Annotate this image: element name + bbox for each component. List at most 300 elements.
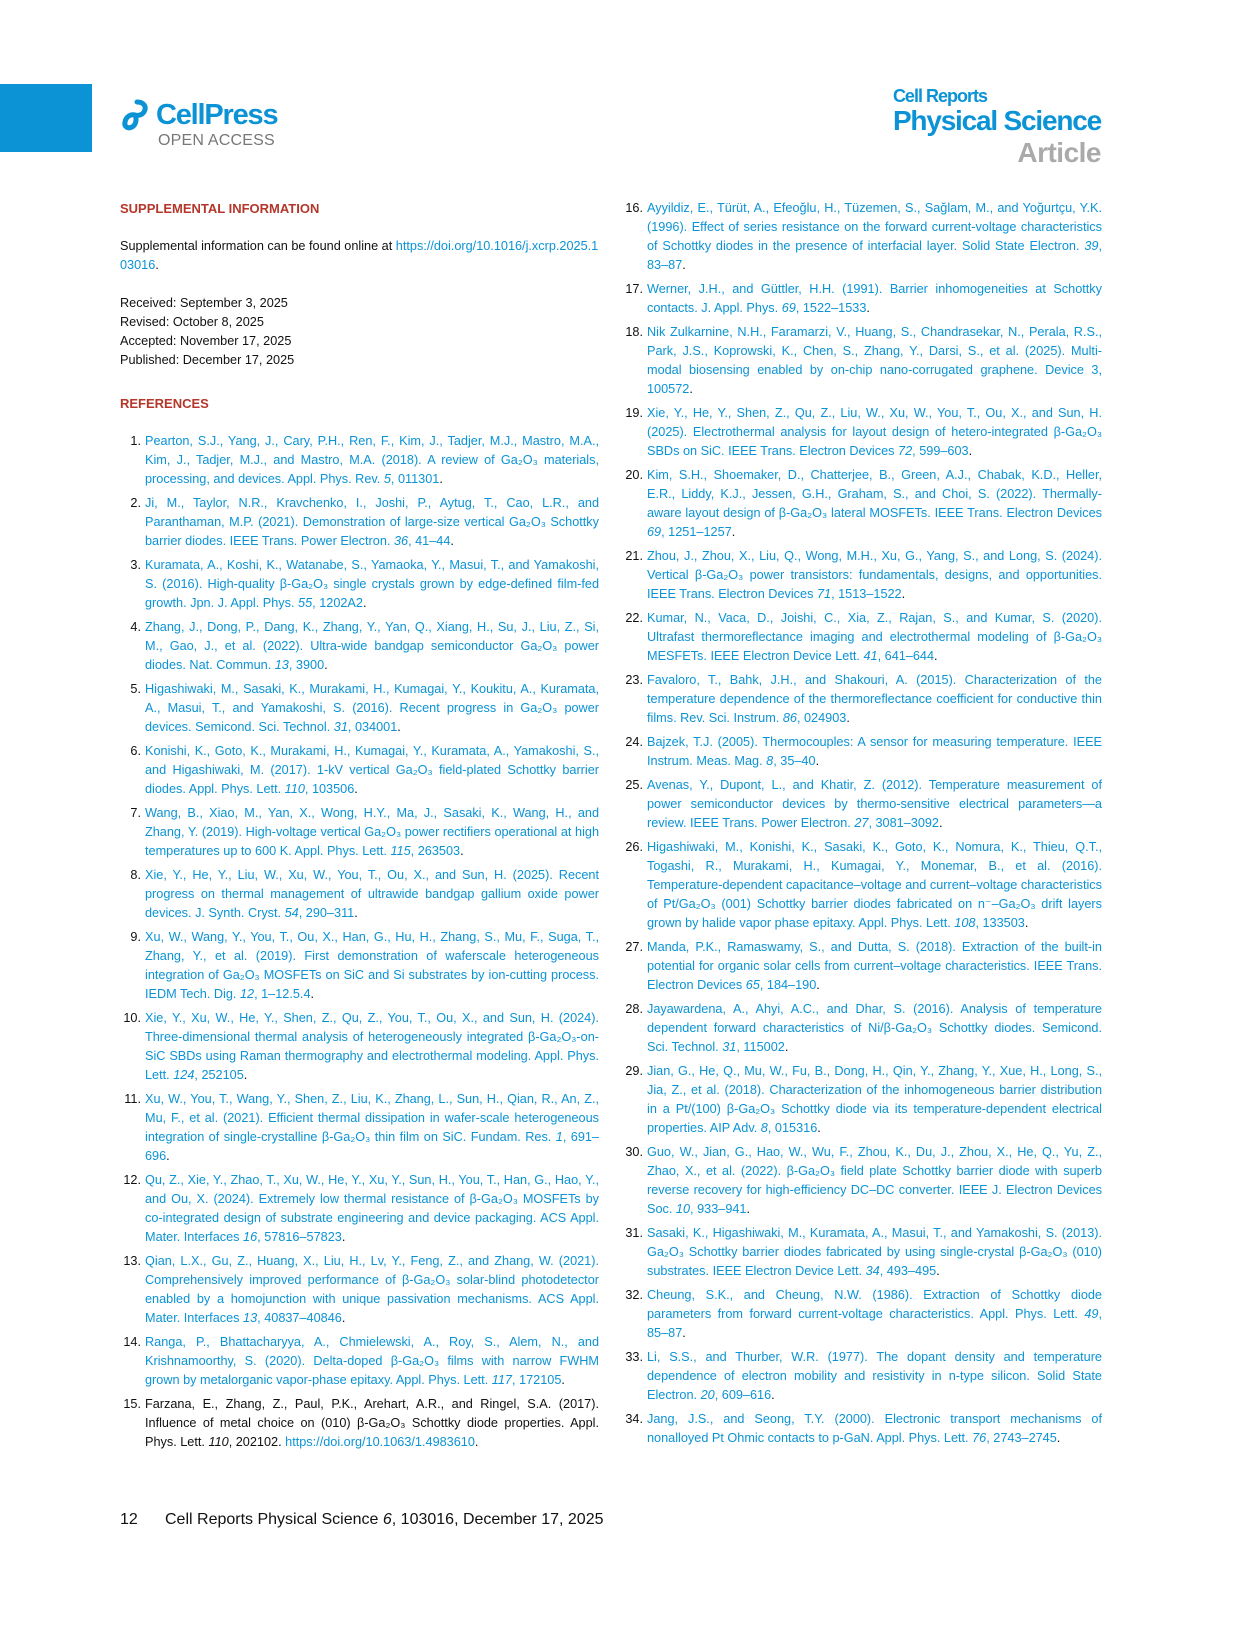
reference-pages: , 85–87	[647, 1307, 1102, 1340]
date-published: Published: December 17, 2025	[120, 353, 295, 367]
reference-number: 34.	[625, 1412, 643, 1426]
reference-pages: , 1202A2	[312, 596, 363, 610]
reference-end-period: .	[362, 596, 367, 610]
reference-pages: , 609–616	[714, 1388, 772, 1402]
reference-body: Wang, B., Xiao, M., Yan, X., Wong, H.Y., Ma, J., Sasaki, K., Wang, H., and Zhang, Y. (2019). High-voltage vertical Ga₂O₃ power rectifiers operational at high temperatures up to 600 K. Appl. Phys. Lett.	[145, 806, 599, 858]
reference-link[interactable]	[145, 1335, 599, 1387]
reference-link[interactable]	[145, 930, 599, 1001]
reference-body: Jayawardena, A., Ahyi, A.C., and Dhar, S. (2016). Analysis of temperature dependent forward characteristics of Ni/β-Ga₂O₃ Schottky diodes. Semicond. Sci. Technol.	[647, 1002, 1102, 1054]
reference-item	[622, 1224, 1102, 1281]
reference-link[interactable]	[647, 778, 1102, 830]
reference-end-period: .	[561, 1373, 565, 1387]
reference-number: 23.	[625, 673, 643, 687]
reference-pages: , 034001	[347, 720, 398, 734]
reference-text	[647, 466, 1102, 542]
reference-pages: , 184–190	[759, 978, 817, 992]
reference-end-period: .	[815, 754, 820, 768]
reference-number: 10.	[123, 1011, 141, 1025]
reference-text	[647, 1410, 1102, 1448]
reference-end-period: .	[324, 658, 328, 672]
reference-link[interactable]	[647, 282, 1102, 315]
journal-title-block	[893, 86, 1101, 170]
reference-end-period: .	[689, 382, 693, 396]
reference-link[interactable]	[145, 496, 599, 548]
reference-text	[145, 804, 599, 861]
reference-body: Werner, J.H., and Güttler, H.H. (1991). Barrier inhomogeneities at Schottky contacts. J. Appl. Phys.	[647, 282, 1102, 315]
footer-article-info: , 103016, December 17, 2025	[391, 1511, 604, 1528]
reference-item	[120, 742, 599, 799]
reference-end-period: .	[354, 906, 358, 920]
reference-body: Ayyildiz, E., Türüt, A., Efeoğlu, H., Tüzemen, S., Sağlam, M., and Yoğurtçu, Y.K. (1996). Effect of series resistance on the forward current-voltage characteristics of Schottky diodes in the presence of interfacial layer. Solid State Electron.	[647, 201, 1102, 253]
reference-end-period: .	[934, 649, 938, 663]
supplemental-end: .	[155, 258, 159, 272]
reference-item	[622, 938, 1102, 995]
reference-item	[120, 680, 599, 737]
reference-item	[622, 776, 1102, 833]
reference-volume: 34	[865, 1264, 880, 1278]
reference-text	[145, 680, 599, 737]
reference-end-period: .	[816, 978, 820, 992]
reference-number: 7.	[130, 806, 141, 820]
reference-pages: , 691–696	[145, 1130, 599, 1163]
reference-item	[622, 838, 1102, 933]
reference-item	[622, 280, 1102, 318]
reference-volume: 5	[383, 472, 391, 486]
reference-number: 16.	[625, 201, 643, 215]
reference-volume: 124	[173, 1068, 195, 1082]
reference-pages: , 133503	[975, 916, 1025, 930]
reference-text	[647, 938, 1102, 995]
reference-number: 9.	[130, 930, 141, 944]
supplemental-link[interactable]: https://doi.org/10.1016/j.xcrp.2025.103016	[120, 239, 599, 272]
reference-body: Xu, W., Wang, Y., You, T., Ou, X., Han, G., Hu, H., Zhang, S., Mu, F., Suga, T., Zhang, Y., et al. (2019). First demonstration of waferscale heterogeneous integration of Ga₂O₃ MOSFETs on SiC and Si substrates by ion-cutting process. IEDM Tech. Dig.	[145, 930, 599, 1001]
reference-volume: 1	[555, 1130, 563, 1144]
reference-number: 32.	[625, 1288, 643, 1302]
reference-text	[145, 866, 599, 923]
reference-volume: 39	[1084, 239, 1099, 253]
cellpress-mark-icon	[120, 99, 150, 131]
reference-volume: 31	[333, 720, 348, 734]
reference-number: 28.	[625, 1002, 643, 1016]
reference-link[interactable]	[647, 325, 1102, 396]
reference-end-period: .	[746, 1202, 751, 1216]
supplemental-text: Supplemental information can be found online at	[120, 239, 396, 253]
reference-link[interactable]	[647, 673, 1102, 725]
reference-item	[622, 547, 1102, 604]
reference-body: Kuramata, A., Koshi, K., Watanabe, S., Yamaoka, Y., Masui, T., and Yamakoshi, S. (2016). High-quality β-Ga₂O₃ single crystals grown by edge-defined film-fed growth. Jpn. J. Appl. Phys.	[145, 558, 599, 610]
reference-volume: 16	[243, 1230, 258, 1244]
reference-number: 26.	[625, 840, 643, 854]
reference-end-period: .	[1024, 916, 1029, 930]
reference-end-period: .	[450, 534, 454, 548]
reference-body: Nik Zulkarnine, N.H., Faramarzi, V., Huang, S., Chandrasekar, N., Perala, R.S., Park, J.S., Koprowski, K., Chen, S., Zhang, Y., Darsi, S., et al. (2025). Multi-modal biosensing enabled by on-chip nano-corrugated graphene. Device 3, 100572	[647, 325, 1102, 396]
reference-link[interactable]	[647, 1002, 1102, 1054]
reference-pages: , 115002	[736, 1040, 785, 1054]
reference-link[interactable]	[647, 735, 1102, 768]
reference-list-right	[622, 199, 1102, 1448]
reference-body: Jang, J.S., and Seong, T.Y. (2000). Electronic transport mechanisms of nonalloyed Pt Ohmic contacts to p-GaN. Appl. Phys. Lett.	[647, 1412, 1102, 1445]
reference-text	[145, 1333, 599, 1390]
reference-text	[647, 404, 1102, 461]
supplemental-heading: SUPPLEMENTAL INFORMATION	[120, 201, 320, 216]
reference-item	[622, 1062, 1102, 1138]
reference-volume: 76	[972, 1431, 987, 1445]
reference-end-period: .	[901, 587, 906, 601]
reference-item	[622, 671, 1102, 728]
reference-number: 17.	[625, 282, 643, 296]
reference-body: Higashiwaki, M., Sasaki, K., Murakami, H., Kumagai, Y., Koukitu, A., Kuramata, A., Masui, T., and Yamakoshi, S. (2016). Recent progress in Ga₂O₃ power devices. Semicond. Sci. Technol.	[145, 682, 599, 734]
date-accepted: Accepted: November 17, 2025	[120, 334, 292, 348]
reference-volume: 12	[239, 987, 255, 1001]
page-footer	[120, 1510, 603, 1530]
reference-body: Ji, M., Taylor, N.R., Kravchenko, I., Joshi, P., Aytug, T., Cao, L.R., and Paranthaman, M.P. (2021). Demonstration of large-size vertical Ga₂O₃ Schottky barrier diodes. IEEE Trans. Power Electron.	[145, 496, 599, 548]
reference-link[interactable]	[647, 406, 1102, 458]
reference-end-period: .	[939, 816, 943, 830]
reference-item	[622, 1410, 1102, 1448]
reference-doi-link[interactable]: https://doi.org/10.1063/1.4983610	[285, 1435, 475, 1449]
reference-body: Qu, Z., Xie, Y., Zhao, T., Xu, W., He, Y., Xu, Y., Sun, H., You, T., Han, G., Hao, Y., and Ou, X. (2024). Extremely low thermal resistance of β-Ga₂O₃ MOSFETs by co-integrated design of substrate engineering and device packaging. ACS Appl. Mater. Interfaces	[145, 1173, 599, 1244]
reference-text	[647, 838, 1102, 933]
reference-number: 3.	[130, 558, 141, 572]
reference-item	[622, 733, 1102, 771]
reference-volume: 27	[854, 816, 869, 830]
reference-link[interactable]	[647, 549, 1102, 601]
reference-body: Xie, Y., He, Y., Shen, Z., Qu, Z., Liu, W., Xu, W., You, T., Ou, X., and Sun, H. (2025). Electrothermal analysis for layout design of hetero-integrated β-Ga₂O₃ SBDs on SiC. IEEE Trans. Electron Devices	[647, 406, 1102, 458]
reference-pages: , 1251–1257	[661, 525, 732, 539]
reference-body: Pearton, S.J., Yang, J., Cary, P.H., Ren, F., Kim, J., Tadjer, M.J., Mastro, M.A., Kim, J., Tadjer, M.J., and Mastro, M.A. (2018). A review of Ga₂O₃ materials, processing, and devices. Appl. Phys. Rev.	[145, 434, 599, 486]
reference-text	[647, 671, 1102, 728]
reference-item	[622, 1000, 1102, 1057]
reference-link[interactable]	[145, 1092, 599, 1163]
supplemental-paragraph	[120, 237, 599, 275]
reference-text	[647, 323, 1102, 399]
reference-number: 31.	[625, 1226, 643, 1240]
reference-body: Farzana, E., Zhang, Z., Paul, P.K., Arehart, A.R., and Ringel, S.A. (2017). Influence of metal choice on (010) β-Ga₂O₃ Schottky diode properties. Appl. Phys. Lett.	[145, 1397, 599, 1449]
reference-body: Xie, Y., He, Y., Liu, W., Xu, W., You, T., Ou, X., and Sun, H. (2025). Recent progress on thermal management of ultrawide bandgap gallium oxide power devices. J. Synth. Cryst.	[145, 868, 599, 920]
reference-volume: 69	[647, 525, 662, 539]
reference-number: 18.	[625, 325, 643, 339]
reference-volume: 13	[274, 658, 289, 672]
reference-volume: 117	[491, 1373, 512, 1387]
reference-body: Konishi, K., Goto, K., Murakami, H., Kumagai, Y., Kuramata, A., Yamakoshi, S., and Higashiwaki, M. (2017). 1-kV vertical Ga₂O₃ field-plated Schottky barrier diodes. Appl. Phys. Lett.	[145, 744, 599, 796]
reference-item	[622, 609, 1102, 666]
reference-pages: , 011301	[390, 472, 440, 486]
reference-volume: 31	[722, 1040, 737, 1054]
reference-text	[145, 494, 599, 551]
reference-text	[647, 733, 1102, 771]
reference-number: 24.	[625, 735, 643, 749]
reference-volume: 36	[393, 534, 409, 548]
reference-text	[647, 547, 1102, 604]
reference-end-period: .	[936, 1264, 940, 1278]
reference-item	[120, 556, 599, 613]
reference-end-period: .	[439, 472, 443, 486]
reference-number: 33.	[625, 1350, 643, 1364]
reference-body: Kumar, N., Vaca, D., Joishi, C., Xia, Z., Rajan, S., and Kumar, S. (2020). Ultrafast thermoreflectance imaging and electrothermal modeling of β-Ga₂O₃ MESFETs. IEEE Electron Device Lett.	[647, 611, 1102, 663]
reference-end-period: .	[784, 1040, 789, 1054]
reference-pages: , 83–87	[647, 239, 1102, 272]
reference-body: Manda, P.K., Ramaswamy, S., and Dutta, S. (2018). Extraction of the built-in potential for organic solar cells from current–voltage characteristics. IEEE Trans. Electron Devices	[647, 940, 1102, 992]
left-column	[120, 199, 599, 1457]
reference-item	[120, 804, 599, 861]
reference-pages: , 1–12.5.4	[254, 987, 311, 1001]
cellpress-logo[interactable]	[120, 98, 277, 150]
reference-body: Jian, G., He, Q., Mu, W., Fu, B., Dong, H., Qin, Y., Zhang, Y., Xue, H., Long, S., Jia, Z., et al. (2018). Characterization of the inhomogeneous barrier distribution in a Pt/(100) β-Ga₂O₃ Schottky diode via its temperature-dependent electrical properties. AIP Adv.	[647, 1064, 1102, 1135]
reference-volume: 41	[863, 649, 878, 663]
reference-pages: , 40837–40846	[257, 1311, 342, 1325]
reference-body: Zhou, J., Zhou, X., Liu, Q., Wong, M.H., Xu, G., Yang, S., and Long, S. (2024). Vertical β-Ga₂O₃ power transistors: fundamentals, designs, and opportunities. IEEE Trans. Electron Devices	[647, 549, 1102, 601]
reference-link[interactable]	[647, 468, 1102, 539]
reference-text	[145, 1090, 599, 1166]
reference-end-period: .	[682, 258, 686, 272]
reference-body: Bajzek, T.J. (2005). Thermocouples: A sensor for measuring temperature. IEEE Instrum. Meas. Mag.	[647, 735, 1102, 768]
reference-text	[145, 556, 599, 613]
reference-body: Qian, L.X., Gu, Z., Huang, X., Liu, H., Lv, Y., Feng, Z., and Zhang, W. (2021). Comprehensively improved performance of β-Ga₂O₃ solar-blind photodetector enabled by a homojunction with unique passivation mechanisms. ACS Appl. Mater. Interfaces	[145, 1254, 599, 1325]
reference-end-period: .	[771, 1388, 775, 1402]
reference-pages: , 933–941	[690, 1202, 747, 1216]
reference-body: Xu, W., You, T., Wang, Y., Shen, Z., Liu, K., Zhang, L., Sun, H., Qian, R., An, Z., Mu, F., et al. (2021). Efficient thermal dissipation in wafer-scale heterogeneous integration of single-crystalline β-Ga₂O₃ thin film on SiC. Fundam. Res.	[145, 1092, 599, 1144]
reference-text	[647, 280, 1102, 318]
reference-number: 22.	[625, 611, 643, 625]
reference-number: 15.	[123, 1397, 141, 1411]
reference-item	[622, 199, 1102, 275]
reference-link[interactable]	[647, 201, 1102, 272]
reference-number: 1.	[130, 434, 141, 448]
reference-volume: 71	[816, 587, 832, 601]
reference-item	[120, 1171, 599, 1247]
footer-volume: 6	[382, 1511, 392, 1528]
reference-pages: , 599–603	[912, 444, 969, 458]
reference-end-period: .	[846, 711, 850, 725]
reference-text	[647, 609, 1102, 666]
reference-pages: , 290–311	[298, 906, 355, 920]
reference-link[interactable]	[647, 1350, 1102, 1402]
reference-pages: , 3900	[288, 658, 325, 672]
reference-item	[120, 1395, 599, 1452]
reference-item	[622, 466, 1102, 542]
references-heading: REFERENCES	[120, 396, 209, 411]
reference-link[interactable]	[647, 1145, 1102, 1216]
reference-link[interactable]	[145, 682, 599, 734]
reference-body: Favaloro, T., Bahk, J.H., and Shakouri, A. (2015). Characterization of the temperature dependence of the thermoreflectance coefficient for conductive thin films. Rev. Sci. Instrum.	[647, 673, 1102, 725]
footer-citation	[165, 1511, 603, 1528]
reference-pages: , 57816–57823	[257, 1230, 342, 1244]
reference-pages: , 024903	[796, 711, 847, 725]
reference-link[interactable]	[145, 744, 599, 796]
reference-text	[647, 1000, 1102, 1057]
reference-end-period: .	[341, 1311, 346, 1325]
reference-volume: 110	[208, 1435, 229, 1449]
reference-volume: 55	[298, 596, 313, 610]
right-column	[622, 199, 1102, 1453]
reference-end-period: .	[166, 1149, 170, 1163]
reference-end-period: .	[397, 720, 401, 734]
reference-text	[647, 1224, 1102, 1281]
reference-body: Kim, S.H., Shoemaker, D., Chatterjee, B., Green, A.J., Chabak, K.D., Heller, E.R., Liddy, K.J., Jessen, G.H., Graham, S., and Choi, S. (2022). Thermally-aware layout design of β-Ga₂O₃ lateral MOSFETs. IEEE Trans. Electron Devices	[647, 468, 1102, 520]
reference-number: 19.	[625, 406, 643, 420]
reference-number: 29.	[625, 1064, 643, 1078]
reference-item	[120, 1252, 599, 1328]
reference-number: 8.	[130, 868, 141, 882]
reference-text	[145, 618, 599, 675]
reference-item	[622, 404, 1102, 461]
reference-body: Xie, Y., Xu, W., He, Y., Shen, Z., Qu, Z., You, T., Ou, X., and Sun, H. (2024). Three-dimensional thermal analysis of heterogeneously integrated β-Ga₂O₃-on-SiC SBDs using Raman thermography and electrothermal modeling. Appl. Phys. Lett.	[145, 1011, 599, 1082]
publisher-name: CellPress	[156, 99, 278, 131]
reference-link[interactable]	[647, 1064, 1102, 1135]
reference-text	[647, 776, 1102, 833]
reference-end-period: .	[1056, 1431, 1061, 1445]
reference-pages: , 41–44	[408, 534, 451, 548]
reference-link[interactable]	[145, 806, 599, 858]
reference-end-period: .	[817, 1121, 821, 1135]
reference-pages: , 202102.	[228, 1435, 286, 1449]
reference-number: 12.	[123, 1173, 141, 1187]
reference-item	[120, 618, 599, 675]
reference-body: Zhang, J., Dong, P., Dang, K., Zhang, Y., Yan, Q., Xiang, H., Su, J., Liu, Z., Si, M., Gao, J., et al. (2022). Ultra-wide bandgap semiconductor Ga₂O₃ power diodes. Nat. Commun.	[145, 620, 599, 672]
reference-volume: 72	[898, 444, 913, 458]
reference-pages: , 1513–1522	[831, 587, 902, 601]
reference-end-period: .	[866, 301, 870, 315]
reference-volume: 10	[675, 1202, 691, 1216]
reference-text	[145, 928, 599, 1004]
reference-end-period: .	[474, 1435, 479, 1449]
reference-end-period: .	[243, 1068, 248, 1082]
reference-pages: , 103506	[304, 782, 355, 796]
reference-end-period: .	[682, 1326, 686, 1340]
reference-body: Guo, W., Jian, G., Hao, W., Wu, F., Zhou, K., Du, J., Zhou, X., He, Q., Yu, Z., Zhao, X., et al. (2022). β-Ga₂O₃ field plate Schottky barrier diode with superb reverse recovery for high-efficiency DC–DC converter. IEEE J. Electron Devices Soc.	[647, 1145, 1102, 1216]
reference-item	[120, 1333, 599, 1390]
reference-volume: 108	[954, 916, 976, 930]
reference-end-period: .	[354, 782, 358, 796]
reference-body: Avenas, Y., Dupont, L., and Khatir, Z. (2012). Temperature measurement of power semiconductor devices by thermo-sensitive electrical parameters—a review. IEEE Trans. Power Electron.	[647, 778, 1102, 830]
reference-link[interactable]	[647, 840, 1102, 930]
reference-number: 21.	[625, 549, 643, 563]
reference-text	[647, 199, 1102, 275]
reference-volume: 20	[700, 1388, 715, 1402]
journal-line-2: Physical Science	[892, 105, 1101, 136]
reference-pages: , 263503	[410, 844, 461, 858]
reference-text	[145, 1171, 599, 1247]
reference-end-period: .	[310, 987, 315, 1001]
reference-item	[120, 1009, 599, 1085]
reference-item	[120, 866, 599, 923]
reference-end-period: .	[341, 1230, 346, 1244]
reference-link[interactable]	[145, 1254, 599, 1325]
reference-volume: 49	[1084, 1307, 1099, 1321]
reference-end-period: .	[968, 444, 973, 458]
reference-volume: 69	[781, 301, 796, 315]
reference-text	[145, 1395, 599, 1452]
date-revised: Revised: October 8, 2025	[120, 315, 264, 329]
reference-volume: 86	[782, 711, 797, 725]
reference-pages: , 3081–3092	[868, 816, 939, 830]
reference-pages: , 2743–2745	[986, 1431, 1057, 1445]
reference-link[interactable]	[145, 558, 599, 610]
reference-volume: 8	[766, 754, 774, 768]
reference-item	[120, 1090, 599, 1166]
reference-end-period: .	[731, 525, 736, 539]
reference-number: 6.	[130, 744, 141, 758]
reference-item	[120, 432, 599, 489]
article-type: Article	[1017, 137, 1101, 168]
reference-number: 14.	[123, 1335, 141, 1349]
reference-volume: 115	[390, 844, 411, 858]
reference-pages: , 172105	[511, 1373, 562, 1387]
reference-link[interactable]	[647, 940, 1102, 992]
reference-pages: , 641–644	[877, 649, 935, 663]
reference-body: Ranga, P., Bhattacharyya, A., Chmielewski, A., Roy, S., Alem, N., and Krishnamoorthy, S. (2020). Delta-doped β-Ga₂O₃ films with narrow FWHM grown by metalorganic vapor-phase epitaxy. Appl. Phys. Lett.	[145, 1335, 599, 1387]
reference-volume: 54	[284, 906, 299, 920]
reference-item	[622, 1286, 1102, 1343]
reference-end-period: .	[460, 844, 464, 858]
reference-text	[647, 1286, 1102, 1343]
reference-text	[647, 1348, 1102, 1405]
footer-journal: Cell Reports Physical Science	[165, 1511, 383, 1528]
reference-link[interactable]	[145, 868, 599, 920]
reference-number: 20.	[625, 468, 643, 482]
reference-text	[145, 432, 599, 489]
reference-text	[145, 742, 599, 799]
reference-number: 27.	[625, 940, 643, 954]
reference-link[interactable]	[145, 434, 599, 486]
reference-volume: 110	[284, 782, 305, 796]
brand-color-bar	[0, 84, 92, 152]
reference-body: Cheung, S.K., and Cheung, N.W. (1986). Extraction of Schottky diode parameters from forward current-voltage characteristics. Appl. Phys. Lett.	[647, 1288, 1102, 1321]
reference-item	[622, 1143, 1102, 1219]
journal-line-1: Cell Reports	[892, 86, 987, 106]
reference-number: 30.	[625, 1145, 643, 1159]
article-dates	[120, 294, 599, 370]
reference-body: Sasaki, K., Higashiwaki, M., Kuramata, A., Masui, T., and Yamakoshi, S. (2013). Ga₂O₃ Schottky barrier diodes fabricated by using single-crystal β-Ga₂O₃ (010) substrates. IEEE Electron Device Lett.	[647, 1226, 1102, 1278]
reference-item	[622, 1348, 1102, 1405]
reference-link[interactable]	[647, 1226, 1102, 1278]
reference-pages: , 493–495	[879, 1264, 937, 1278]
reference-link[interactable]	[647, 611, 1102, 663]
reference-body: Li, S.S., and Thurber, W.R. (1977). The dopant density and temperature dependence of electron mobility and resistivity in n-type silicon. Solid State Electron.	[647, 1350, 1102, 1402]
reference-pages: , 35–40	[773, 754, 816, 768]
reference-item	[120, 928, 599, 1004]
reference-volume: 65	[745, 978, 760, 992]
open-access-label: OPEN ACCESS	[158, 132, 275, 149]
reference-body: Higashiwaki, M., Konishi, K., Sasaki, K., Goto, K., Nomura, K., Thieu, Q.T., Togashi, R., Murakami, H., Kumagai, Y., Monemar, B., et al. (2016). Temperature-dependent capacitance–voltage and current–voltage characteristics of Pt/Ga₂O₃ (001) Schottky barrier diodes fabricated on n⁻–Ga₂O₃ drift layers grown by halide vapor phase epitaxy. Appl. Phys. Lett.	[647, 840, 1102, 930]
reference-pages: , 1522–1533	[795, 301, 867, 315]
reference-number: 25.	[625, 778, 643, 792]
reference-number: 2.	[130, 496, 141, 510]
reference-text	[145, 1009, 599, 1085]
reference-item	[622, 323, 1102, 399]
reference-link[interactable]	[647, 1288, 1102, 1340]
reference-pages: , 252105	[194, 1068, 244, 1082]
reference-text	[647, 1143, 1102, 1219]
date-received: Received: September 3, 2025	[120, 296, 288, 310]
reference-number: 13.	[123, 1254, 141, 1268]
reference-volume: 8	[760, 1121, 768, 1135]
reference-number: 5.	[130, 682, 141, 696]
reference-text	[145, 1252, 599, 1328]
reference-link[interactable]	[145, 1011, 599, 1082]
reference-item	[120, 494, 599, 551]
reference-link[interactable]	[145, 1173, 599, 1244]
reference-pages: , 015316	[767, 1121, 818, 1135]
page-number: 12	[120, 1511, 138, 1528]
reference-number: 11.	[124, 1092, 141, 1106]
reference-link[interactable]	[647, 1412, 1102, 1445]
reference-text	[647, 1062, 1102, 1138]
reference-list-left	[120, 432, 599, 1452]
reference-number: 4.	[130, 620, 141, 634]
reference-link[interactable]	[145, 620, 599, 672]
reference-volume: 13	[243, 1311, 258, 1325]
